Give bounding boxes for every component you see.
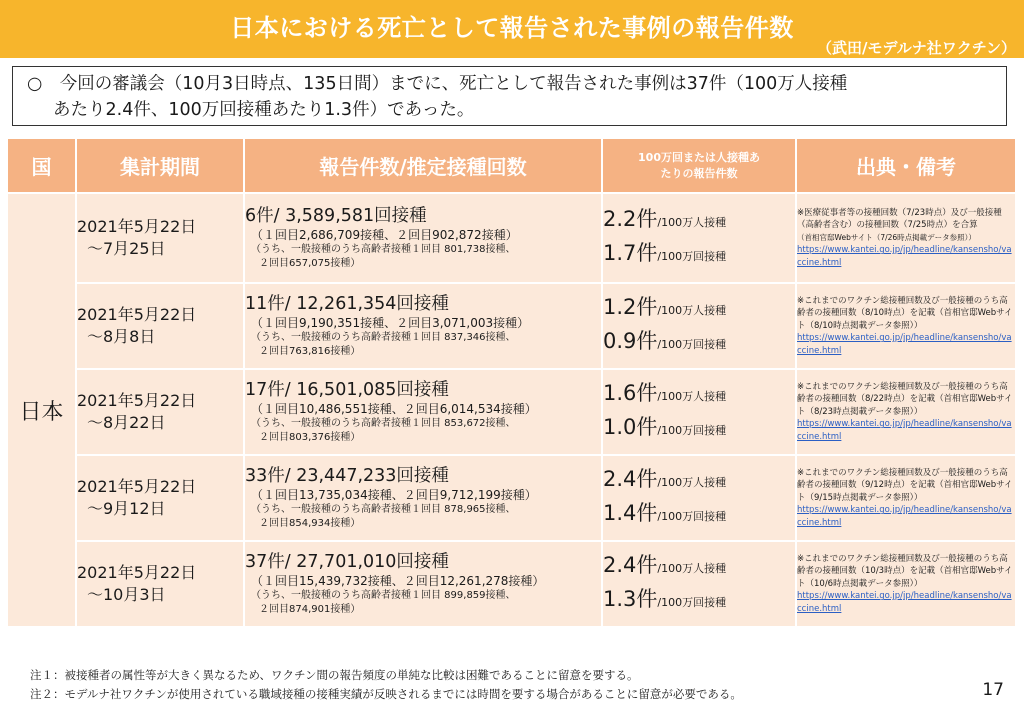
period-cell <box>76 369 244 455</box>
period-end: 〜8月8日 <box>87 327 156 346</box>
rate-dose-unit: /100万回接種 <box>657 338 727 351</box>
header-reports: 報告件数/推定接種回数 <box>244 139 602 193</box>
source-link[interactable]: https://www.kantei.go.jp/jp/headline/kansensho/vaccine.html <box>797 591 1012 614</box>
reports-cell <box>244 369 602 455</box>
report-count: 11件/ 12,261,354回接種 <box>245 294 449 314</box>
elderly-note-line-1: （うち、一般接種のうち高齢者接種１回目 837,346接種、 <box>251 332 516 343</box>
rate-per-dose <box>603 326 795 360</box>
source-cell <box>796 283 1016 369</box>
source-cell <box>796 369 1016 455</box>
source-text: ※これまでのワクチン総接種回数及び一般接種のうち高齢者の接種回数（10/3時点）を記載（首相官邸Webサイト（10/6時点掲載データ参照）） <box>797 553 1013 589</box>
source-text: ※これまでのワクチン総接種回数及び一般接種のうち高齢者の接種回数（8/10時点）を記載（首相官邸Webサイト（8/10時点掲載データ参照）） <box>797 295 1013 331</box>
table-row <box>8 541 1016 627</box>
rate-dose-unit: /100万回接種 <box>657 250 727 263</box>
footnotes <box>30 666 742 704</box>
reports-cell <box>244 193 602 283</box>
rate-cell <box>602 193 796 283</box>
period-start: 2021年5月22日 <box>77 217 197 236</box>
header-country: 国 <box>8 139 76 193</box>
rate-per-dose <box>603 412 795 446</box>
period-end: 〜7月25日 <box>87 239 166 258</box>
rate-person-value: 1.6件 <box>603 381 658 405</box>
period-start: 2021年5月22日 <box>77 305 197 324</box>
rate-dose-value: 0.9件 <box>603 329 658 353</box>
period-end: 〜8月22日 <box>87 413 166 432</box>
rate-dose-unit: /100万回接種 <box>657 510 727 523</box>
dose-breakdown: （１回目2,686,709接種、２回目902,872接種） <box>251 228 518 242</box>
table-row <box>8 369 1016 455</box>
table-row <box>8 283 1016 369</box>
source-cell <box>796 193 1016 283</box>
report-count: 33件/ 23,447,233回接種 <box>245 466 449 486</box>
source-link[interactable]: https://www.kantei.go.jp/jp/headline/kansensho/vaccine.html <box>797 333 1012 356</box>
source-text: ※これまでのワクチン総接種回数及び一般接種のうち高齢者の接種回数（9/12時点）を記載（首相官邸Webサイト（9/15時点掲載データ参照）） <box>797 467 1013 503</box>
elderly-note <box>245 589 601 617</box>
period-end: 〜10月3日 <box>87 585 166 604</box>
period-start: 2021年5月22日 <box>77 563 197 582</box>
rate-dose-value: 1.7件 <box>603 241 658 265</box>
death-report-table <box>8 139 1017 628</box>
footnote-1: 注１：被接種者の属性等が大きく異なるため、ワクチン間の報告頻度の単純な比較は困難であることに留意を要する。 <box>30 668 639 682</box>
rate-person-value: 2.2件 <box>603 207 658 231</box>
dose-breakdown: （１回目15,439,732接種、２回目12,261,278接種） <box>251 574 545 588</box>
header-period: 集計期間 <box>76 139 244 193</box>
page-title: 日本における死亡として報告された事例の報告件数 <box>230 14 794 42</box>
rate-cell <box>602 369 796 455</box>
source-cell <box>796 541 1016 627</box>
elderly-note-line-1: （うち、一般接種のうち高齢者接種１回目 853,672接種、 <box>251 418 516 429</box>
source-note: （首相官邸Webサイト（7/26時点掲載データ参照）） <box>797 232 976 242</box>
report-count: 17件/ 16,501,085回接種 <box>245 380 449 400</box>
rate-person-unit: /100万人接種 <box>657 476 727 489</box>
source-text: ※これまでのワクチン総接種回数及び一般接種のうち高齢者の接種回数（8/22時点）を記載（首相官邸Webサイト（8/23時点掲載データ参照）） <box>797 381 1013 417</box>
rate-cell <box>602 541 796 627</box>
period-end: 〜9月12日 <box>87 499 166 518</box>
rate-person-unit: /100万人接種 <box>657 562 727 575</box>
rate-person-value: 1.2件 <box>603 295 658 319</box>
rate-person-unit: /100万人接種 <box>657 390 727 403</box>
period-cell <box>76 541 244 627</box>
rate-dose-value: 1.4件 <box>603 501 658 525</box>
rate-dose-value: 1.3件 <box>603 587 658 611</box>
title-bar <box>0 0 1024 58</box>
elderly-note-line-1: （うち、一般接種のうち高齢者接種１回目 801,738接種、 <box>251 244 516 255</box>
header-rate <box>602 139 796 193</box>
source-link[interactable]: https://www.kantei.go.jp/jp/headline/kansensho/vaccine.html <box>797 245 1012 268</box>
period-cell <box>76 193 244 283</box>
rate-cell <box>602 283 796 369</box>
rate-person-unit: /100万人接種 <box>657 304 727 317</box>
elderly-note <box>245 503 601 531</box>
summary-line-1: ○ 今回の審議会（10月3日時点、135日間）までに、死亡として報告された事例は37件（100万人接種 <box>27 74 848 94</box>
table-row <box>8 193 1016 283</box>
period-start: 2021年5月22日 <box>77 477 197 496</box>
elderly-note-line-2: ２回目763,816接種） <box>259 346 361 357</box>
header-source: 出典・備考 <box>796 139 1016 193</box>
elderly-note-line-2: ２回目657,075接種） <box>259 258 361 269</box>
rate-per-person <box>603 292 795 326</box>
rate-per-person <box>603 550 795 584</box>
report-count: 37件/ 27,701,010回接種 <box>245 552 449 572</box>
report-count: 6件/ 3,589,581回接種 <box>245 206 427 226</box>
table-header-row <box>8 139 1016 193</box>
rate-dose-value: 1.0件 <box>603 415 658 439</box>
rate-dose-unit: /100万回接種 <box>657 424 727 437</box>
rate-cell <box>602 455 796 541</box>
rate-per-person <box>603 378 795 412</box>
elderly-note-line-2: ２回目854,934接種） <box>259 518 361 529</box>
elderly-note <box>245 331 601 359</box>
rate-person-value: 2.4件 <box>603 467 658 491</box>
rate-person-value: 2.4件 <box>603 553 658 577</box>
header-rate-line-2: たりの報告件数 <box>660 166 738 180</box>
page-subtitle: （武田/モデルナ社ワクチン） <box>817 39 1016 57</box>
period-cell <box>76 283 244 369</box>
dose-breakdown: （１回目13,735,034接種、２回目9,712,199接種） <box>251 488 537 502</box>
rate-per-dose <box>603 498 795 532</box>
elderly-note <box>245 243 601 271</box>
elderly-note-line-1: （うち、一般接種のうち高齢者接種１回目 878,965接種、 <box>251 504 516 515</box>
summary-line-2: あたり2.4件、100万回接種あたり1.3件）であった。 <box>53 100 475 120</box>
reports-cell <box>244 455 602 541</box>
footnote-2: 注２：モデルナ社ワクチンが使用されている職域接種の接種実績が反映されるまでには時間を要する場合があることに留意が必要である。 <box>30 687 742 701</box>
reports-cell <box>244 283 602 369</box>
elderly-note-line-2: ２回目803,376接種） <box>259 432 361 443</box>
page-number: 17 <box>982 680 1004 700</box>
rate-person-unit: /100万人接種 <box>657 216 727 229</box>
period-cell <box>76 455 244 541</box>
country-cell: 日本 <box>8 193 76 627</box>
elderly-note-line-2: ２回目874,901接種） <box>259 604 361 615</box>
table-row <box>8 455 1016 541</box>
elderly-note <box>245 417 601 445</box>
source-link[interactable]: https://www.kantei.go.jp/jp/headline/kansensho/vaccine.html <box>797 419 1012 442</box>
source-cell <box>796 455 1016 541</box>
reports-cell <box>244 541 602 627</box>
rate-per-person <box>603 464 795 498</box>
rate-dose-unit: /100万回接種 <box>657 596 727 609</box>
rate-per-dose <box>603 238 795 272</box>
elderly-note-line-1: （うち、一般接種のうち高齢者接種１回目 899,859接種、 <box>251 590 516 601</box>
header-rate-line-1: 100万回または人接種あ <box>638 150 760 164</box>
source-link[interactable]: https://www.kantei.go.jp/jp/headline/kansensho/vaccine.html <box>797 505 1012 528</box>
rate-per-person <box>603 204 795 238</box>
period-start: 2021年5月22日 <box>77 391 197 410</box>
dose-breakdown: （１回目10,486,551接種、２回目6,014,534接種） <box>251 402 537 416</box>
rate-per-dose <box>603 584 795 618</box>
source-text: ※医療従事者等の接種回数（7/23時点）及び一般接種（高齢者含む）の接種回数（7/25時点）を合算 <box>797 207 1002 231</box>
summary-box <box>12 66 1007 126</box>
dose-breakdown: （１回目9,190,351接種、２回目3,071,003接種） <box>251 316 530 330</box>
